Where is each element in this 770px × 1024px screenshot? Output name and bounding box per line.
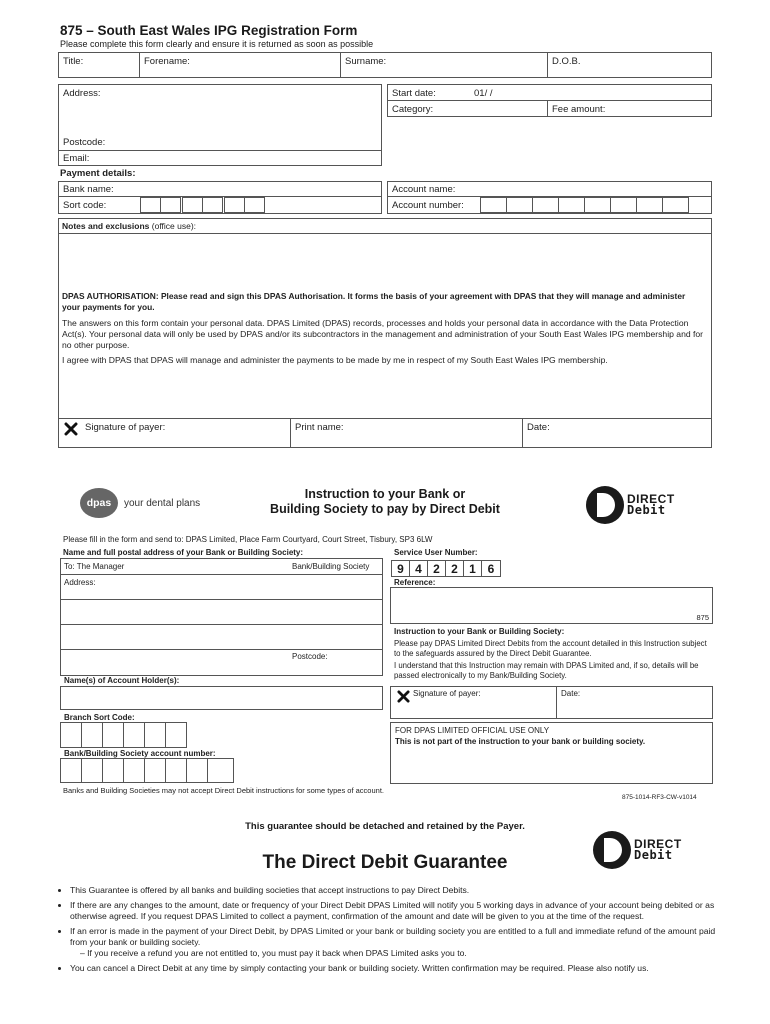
dd-heading-line-2: Building Society to pay by Direct Debit (270, 502, 500, 516)
postcode-label: Postcode: (63, 137, 106, 148)
sort-code-digit[interactable] (202, 197, 223, 213)
service-user-digit: 1 (463, 560, 482, 577)
notes-heading (62, 221, 196, 231)
start-date-label: Start date: (392, 88, 436, 99)
fee-amount-label: Fee amount: (552, 104, 606, 115)
guarantee-bullet-text: If an error is made in the payment of your Direct Debit, by DPAS Limited or your bank or building society you are entitled to a full and immediate refund of the amount paid from your bank or building society. (70, 926, 716, 947)
email-label: Email: (63, 153, 90, 164)
bank-name-label: Bank name: (63, 184, 114, 195)
bank-address-label-2: Address: (64, 578, 96, 587)
sort-code-digit[interactable] (224, 197, 245, 213)
guarantee-sub-bullet: – If you receive a refund you are not entitled to, you must pay it back when DPAS Limited asks you to. (80, 948, 467, 958)
account-holders-label: Name(s) of Account Holder(s): (64, 676, 180, 685)
email-field[interactable] (58, 150, 382, 166)
account-number-digit[interactable] (558, 197, 585, 213)
service-user-digit: 6 (481, 560, 501, 577)
date-field[interactable] (523, 419, 711, 447)
reference-field[interactable] (390, 587, 713, 624)
auth-para-1: The answers on this form contain your personal data. DPAS Limited (DPAS) records, processes and holds your personal data in accordance with the Data Protection Act(s). Your personal data will only be used by DPAS and/or its subcontractors in the management and administration of your South East Wales IPG membership and for no other purpose. (62, 318, 704, 350)
guarantee-bullet: • This Guarantee is offered by all banks and building societies that accept instructions to pay Direct Debits. (70, 885, 730, 896)
category-label: Category: (392, 104, 434, 115)
bank-address-box[interactable] (60, 558, 383, 676)
dd-footer-note: Banks and Building Societies may not accept Direct Debit instructions for some types of account. (63, 786, 384, 795)
dpas-tagline: your dental plans (124, 497, 201, 509)
print-name-field[interactable] (291, 419, 521, 447)
dd-account-number-digit[interactable] (144, 758, 166, 783)
service-user-digit: 2 (445, 560, 464, 577)
account-number-label: Account number: (392, 200, 464, 211)
sort-code-digit[interactable] (140, 197, 161, 213)
auth-heading: DPAS AUTHORISATION: Please read and sign this DPAS Authorisation. It forms the basis of your agreement with DPAS that they will manage and administer your payments for you. (62, 291, 686, 312)
dd-account-number-digit[interactable] (102, 758, 124, 783)
official-use-text: FOR DPAS LIMITED OFFICIAL USE ONLY (395, 726, 550, 735)
branch-sort-code-label: Branch Sort Code: (64, 713, 135, 722)
branch-sort-code-digit[interactable] (81, 722, 103, 748)
send-to-text: Please fill in the form and send to: DPAS Limited, Place Farm Courtyard, Court Street, Tisbury, SP3 6LW (63, 535, 433, 544)
direct-debit-logo-line-1: DIRECT (627, 492, 675, 506)
dd-heading-line-1: Instruction to your Bank or (304, 487, 466, 501)
forename-label: Forename: (144, 56, 190, 67)
account-number-digit[interactable] (636, 197, 663, 213)
sort-code-label: Sort code: (63, 200, 107, 211)
start-date-field[interactable] (387, 84, 712, 101)
service-user-label: Service User Number: (394, 548, 478, 557)
page-subtitle: Please complete this form clearly and ensure it is returned as soon as possible (60, 39, 374, 49)
branch-sort-code-digit[interactable] (60, 722, 82, 748)
dd-account-number-digit[interactable] (186, 758, 208, 783)
dd-account-number-digit[interactable] (60, 758, 82, 783)
account-number-digit[interactable] (506, 197, 533, 213)
account-name-label: Account name: (392, 184, 456, 195)
account-number-digit[interactable] (662, 197, 689, 213)
branch-sort-code-digit[interactable] (123, 722, 145, 748)
notes-input[interactable] (59, 234, 711, 286)
dd-account-number-digit[interactable] (207, 758, 234, 783)
dpas-logo (80, 488, 200, 518)
account-number-digit[interactable] (532, 197, 559, 213)
category-field[interactable] (387, 100, 548, 117)
direct-debit-icon (586, 486, 624, 524)
dd-account-number-digit[interactable] (81, 758, 103, 783)
notes-label: Notes and exclusions (62, 221, 150, 231)
dpas-logo-badge: dpas (80, 488, 118, 518)
guarantee-bullet: • You can cancel a Direct Debit at any time by simply contacting your bank or building society. Written confirmation may be required. Please also notify us. (70, 963, 730, 974)
account-number-digit[interactable] (584, 197, 611, 213)
signature-label: Signature of payer: (85, 422, 166, 433)
account-name-field[interactable] (387, 181, 712, 197)
forename-field[interactable] (139, 52, 341, 78)
direct-debit-logo (586, 486, 675, 524)
to-manager-text: To: The Manager (64, 562, 125, 571)
title-field[interactable] (58, 52, 140, 78)
surname-label: Surname: (345, 56, 387, 67)
dd-heading (235, 487, 535, 517)
dd-signature-label: Signature of payer: (413, 689, 481, 698)
bank-postcode-label: Postcode: (292, 652, 328, 661)
dd-date-label: Date: (561, 689, 581, 698)
reference-label: Reference: (394, 578, 436, 587)
service-user-digit: 4 (409, 560, 428, 577)
address-label: Address: (63, 88, 101, 99)
sort-code-digit[interactable] (182, 197, 203, 213)
print-name-label: Print name: (295, 422, 344, 433)
instruction-text-2: I understand that this Instruction may remain with DPAS Limited and, if so, details will be passed electronically to my Bank/Building Society. (394, 661, 699, 680)
form-code: 875-1014-RF3-CW-v1014 (622, 794, 697, 801)
start-date-value: 01/ / (474, 88, 493, 99)
bank-address-label: Name and full postal address of your Bank or Building Society: (63, 548, 304, 557)
cross-icon (64, 422, 78, 436)
auth-para-2: I agree with DPAS that DPAS will manage and administer the payments to be made by me in respect of my South East Wales IPG membership. (62, 355, 608, 365)
payment-details-label: Payment details: (60, 168, 136, 179)
dob-field[interactable] (547, 52, 712, 78)
address-field[interactable] (58, 84, 382, 151)
guarantee-bullet (70, 926, 730, 959)
dd-account-number-label: Bank/Building Society account number: (64, 749, 216, 758)
notes-office-use: (office use) (151, 221, 194, 231)
cross-icon (397, 690, 410, 703)
guarantee-list (56, 885, 730, 978)
surname-field[interactable] (340, 52, 548, 78)
direct-debit-logo-line-2: Debit (634, 848, 673, 862)
account-holders-field[interactable] (60, 686, 383, 710)
not-part-text: This is not part of the instruction to your bank or building society. (395, 737, 646, 746)
branch-sort-code-digit[interactable] (102, 722, 124, 748)
sort-code-digit[interactable] (160, 197, 181, 213)
account-number-digit[interactable] (610, 197, 637, 213)
official-use-box (390, 722, 713, 784)
dd-date-field[interactable] (556, 686, 713, 719)
dd-signature-field[interactable] (390, 686, 557, 719)
branch-sort-code-digit[interactable] (165, 722, 187, 748)
notes-colon: : (193, 221, 197, 231)
signature-field[interactable] (59, 419, 289, 447)
dob-label: D.O.B. (552, 56, 581, 67)
dd-account-number-digit[interactable] (123, 758, 145, 783)
bank-building-society-text: Bank/Building Society (292, 562, 370, 571)
direct-debit-logo-line-1: DIRECT (634, 837, 682, 851)
instruction-text-1: Please pay DPAS Limited Direct Debits from the account detailed in this Instruction subject to the safeguards assured by the Direct Debit Guarantee. (394, 639, 707, 658)
branch-sort-code-digit[interactable] (144, 722, 166, 748)
direct-debit-logo-line-2: Debit (627, 503, 666, 517)
date-label: Date: (527, 422, 550, 433)
guarantee-title: The Direct Debit Guarantee (262, 852, 508, 873)
title-label: Title: (63, 56, 84, 67)
service-user-digit: 2 (427, 560, 446, 577)
page-title: 875 – South East Wales IPG Registration Form (60, 23, 358, 38)
account-number-digit[interactable] (480, 197, 507, 213)
detach-note: This guarantee should be detached and retained by the Payer. (245, 821, 525, 832)
bank-name-field[interactable] (58, 181, 382, 197)
reference-value: 875 (696, 613, 709, 622)
fee-amount-field[interactable] (547, 100, 712, 117)
guarantee-bullet: • If there are any changes to the amount, date or frequency of your Direct Debit DPAS Limited will notify you 5 working days in advance of your account being debited or as otherwise agreed. If you request DPAS Limited to collect a payment, confirmation of the amount and date will be given to you at the time of the request. (70, 900, 730, 922)
sort-code-digit[interactable] (244, 197, 265, 213)
service-user-digit: 9 (391, 560, 410, 577)
instruction-label: Instruction to your Bank or Building Society: (394, 627, 565, 636)
dd-account-number-digit[interactable] (165, 758, 187, 783)
